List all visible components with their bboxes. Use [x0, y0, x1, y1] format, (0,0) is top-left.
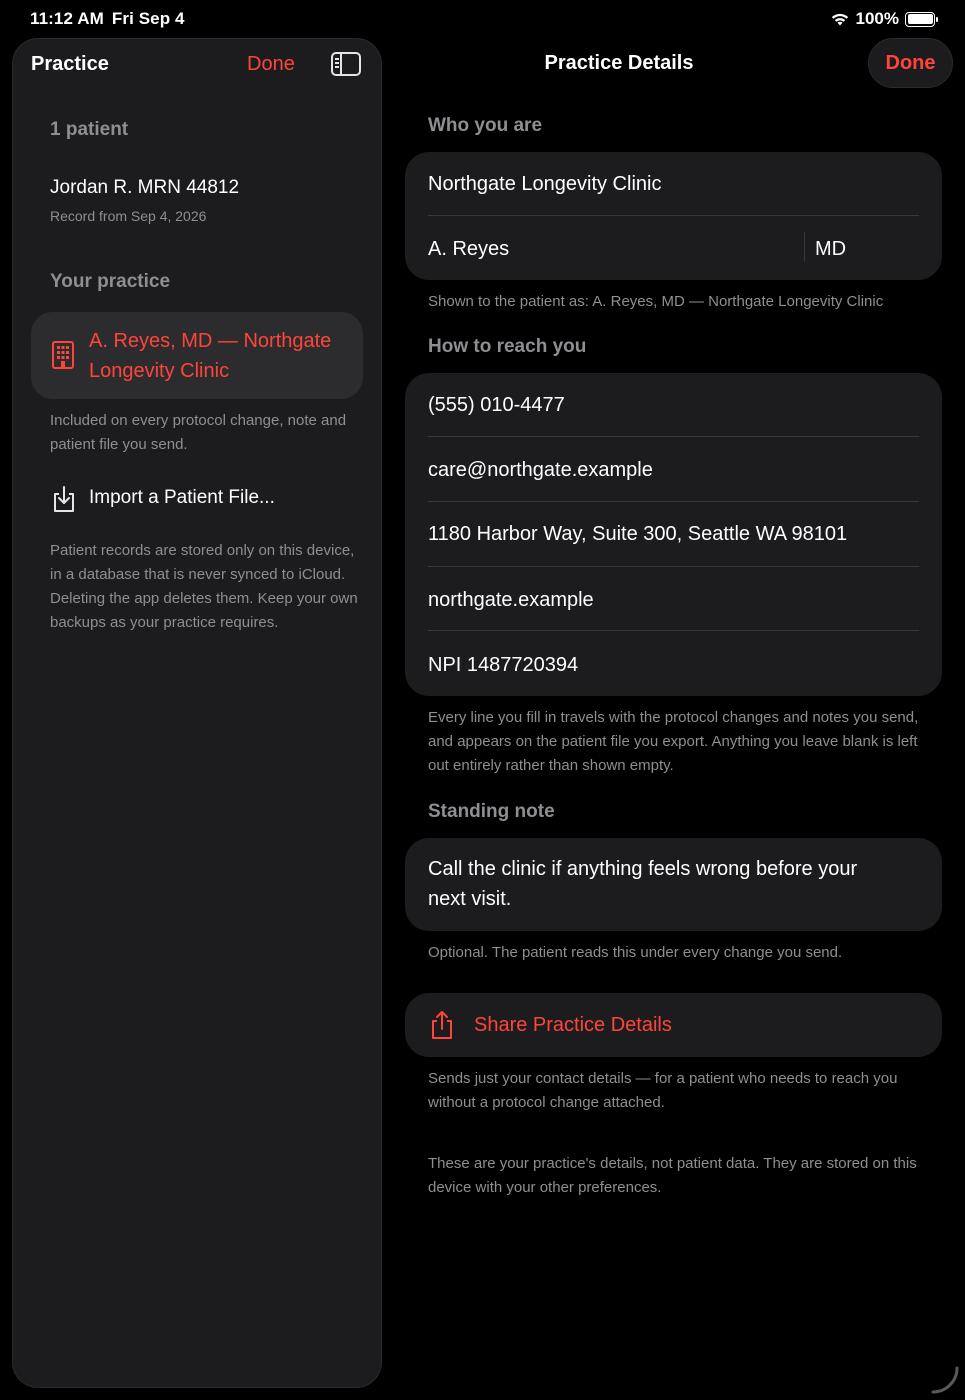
standing-footnote: Optional. The patient reads this under every change you send. [428, 944, 843, 961]
shown-as-note: Shown to the patient as: A. Reyes, MD — Northgate Longevity Clinic [428, 293, 884, 310]
who-section-header: Who you are [428, 115, 543, 136]
divider [428, 436, 919, 437]
standing-card [405, 838, 942, 931]
wifi-icon [830, 12, 850, 27]
clinic-name-field[interactable]: Northgate Longevity Clinic [428, 173, 662, 195]
battery-percent: 100% [855, 9, 899, 28]
sidebar-header [13, 39, 381, 91]
standing-note-field[interactable]: Call the clinic if anything feels wrong before your next visit. [428, 858, 858, 910]
npi-field[interactable]: NPI 1487720394 [428, 654, 579, 676]
provider-name-field[interactable]: A. Reyes [428, 238, 510, 260]
practice-note: Included on every protocol change, note and patient file you send. [50, 412, 347, 453]
practice-list-item[interactable] [31, 312, 363, 399]
patients-section-header: 1 patient [50, 119, 129, 140]
divider [428, 566, 919, 567]
detail-title: Practice Details [544, 52, 694, 74]
practice-item-label: A. Reyes, MD — Northgate Longevity Clinic [89, 330, 332, 382]
status-time-text: 11:12 AM [30, 9, 104, 28]
standing-section-header: Standing note [428, 801, 555, 822]
sidebar-toggle-icon[interactable] [331, 52, 361, 76]
privacy-note: These are your practice's details, not patient data. They are stored on this device with your other preferences. [428, 1155, 917, 1196]
address-field[interactable]: 1180 Harbor Way, Suite 300, Seattle WA 98101 [428, 523, 848, 545]
import-patient-file-button[interactable] [31, 479, 363, 519]
practice-section-header: Your practice [50, 271, 171, 292]
sidebar [12, 38, 382, 1388]
divider [428, 501, 919, 502]
battery-icon [905, 12, 935, 27]
share-practice-details-button[interactable] [405, 993, 942, 1057]
website-field[interactable]: northgate.example [428, 589, 594, 611]
phone-field[interactable]: (555) 010-4477 [428, 394, 565, 416]
email-field[interactable]: care@northgate.example [428, 459, 653, 481]
status-bar [0, 0, 965, 38]
status-indicators [830, 9, 935, 29]
share-icon [429, 1010, 455, 1040]
share-note: Sends just your contact details — for a patient who needs to reach you without a protocol change attached. [428, 1070, 898, 1111]
patient-list-item[interactable]: Jordan R. MRN 44812 [50, 177, 240, 198]
who-card [405, 152, 942, 280]
field-separator [804, 232, 805, 262]
share-label: Share Practice Details [474, 1014, 672, 1036]
divider [428, 215, 919, 216]
sidebar-title: Practice [31, 53, 109, 75]
detail-done-button[interactable]: Done [868, 38, 953, 88]
building-icon [51, 340, 75, 370]
import-icon [51, 485, 77, 513]
reach-section-header: How to reach you [428, 336, 587, 357]
import-label: Import a Patient File... [89, 487, 275, 508]
sidebar-done-button[interactable]: Done [247, 53, 295, 75]
divider [428, 630, 919, 631]
storage-note: Patient records are stored only on this device, in a database that is never synced to iCloud. Deleting the app deletes them. Keep your own backups as your practice requires. [50, 542, 358, 631]
credential-field[interactable]: MD [815, 238, 847, 260]
status-time [30, 9, 185, 29]
status-date: Fri Sep 4 [111, 9, 185, 28]
resize-handle-icon[interactable] [931, 1366, 959, 1394]
reach-card [405, 373, 942, 696]
reach-note: Every line you fill in travels with the protocol changes and notes you send, and appears on the patient file you export. Anything you leave blank is left out entirely rather than shown empty. [428, 709, 919, 774]
patient-record-date: Record from Sep 4, 2026 [50, 208, 207, 224]
